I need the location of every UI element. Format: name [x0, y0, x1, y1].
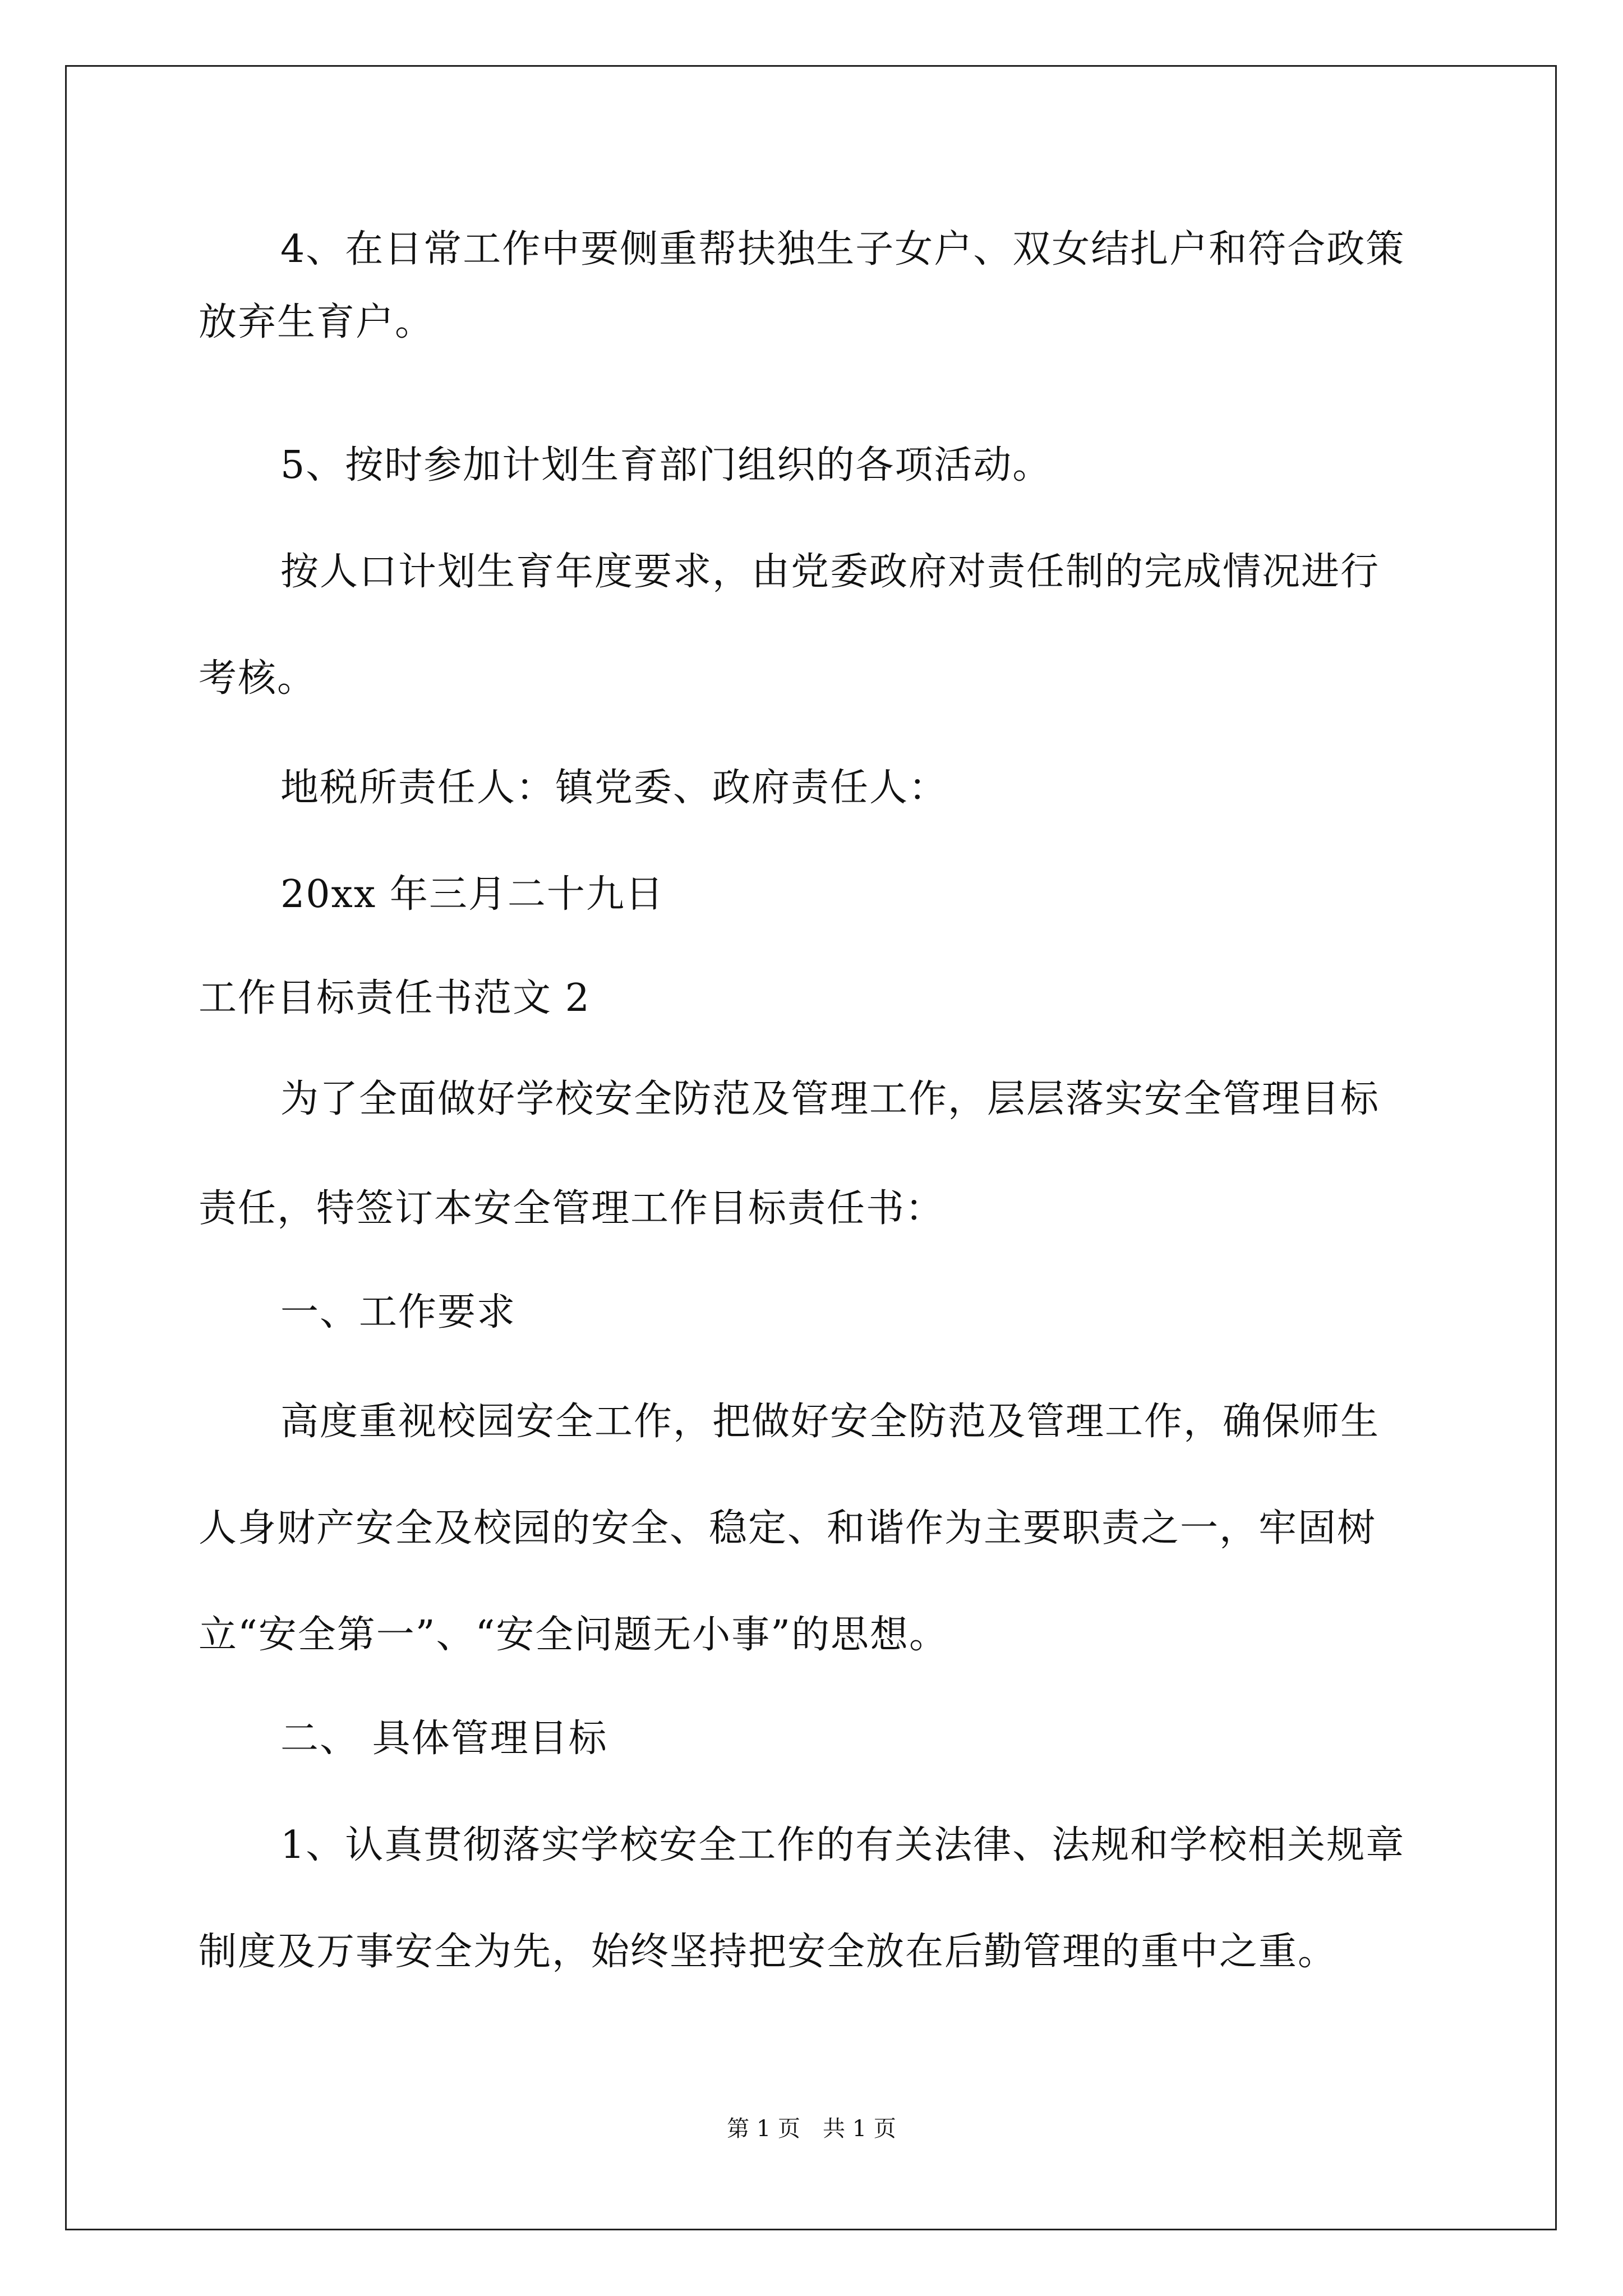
paragraph-line-11: 1、认真贯彻落实学校安全工作的有关法律、法规和学校相关规章 [280, 1823, 1405, 1867]
paragraph-line-9: 人身财产安全及校园的安全、稳定、和谐作为主要职责之一，牢固树 [199, 1506, 1377, 1550]
date-line: 20xx 年三月二十九日 [280, 872, 665, 917]
heading-management-targets: 二、 具体管理目标 [280, 1717, 608, 1761]
paragraph-line-12: 制度及万事安全为先，始终坚持把安全放在后勤管理的重中之重。 [199, 1930, 1338, 1974]
paragraph-line-7: 责任，特签订本安全管理工作目标责任书： [199, 1186, 945, 1231]
paragraph-line-3: 5、按时参加计划生育部门组织的各项活动。 [280, 443, 1052, 487]
heading-work-requirements: 一、工作要求 [280, 1290, 517, 1335]
paragraph-line-6: 为了全面做好学校安全防范及管理工作，层层落实安全管理目标 [280, 1077, 1380, 1121]
paragraph-line-5: 考核。 [199, 656, 317, 701]
paragraph-line-2: 放弃生育户。 [199, 300, 435, 344]
signature-line: 地税所责任人：镇党委、政府责任人： [280, 766, 948, 810]
page-number: 第 1 页 共 1 页 [727, 2116, 896, 2142]
section-title: 工作目标责任书范文 2 [199, 976, 591, 1020]
paragraph-line-4: 按人口计划生育年度要求，由党委政府对责任制的完成情况进行 [280, 550, 1380, 594]
paragraph-line-8: 高度重视校园安全工作，把做好安全防范及管理工作，确保师生 [280, 1400, 1380, 1444]
paragraph-line-10: 立“安全第一”、“安全问题无小事”的思想。 [199, 1613, 949, 1657]
paragraph-line-1: 4、在日常工作中要侧重帮扶独生子女户、双女结扎户和符合政策 [280, 227, 1405, 272]
page-border [65, 65, 1557, 2230]
